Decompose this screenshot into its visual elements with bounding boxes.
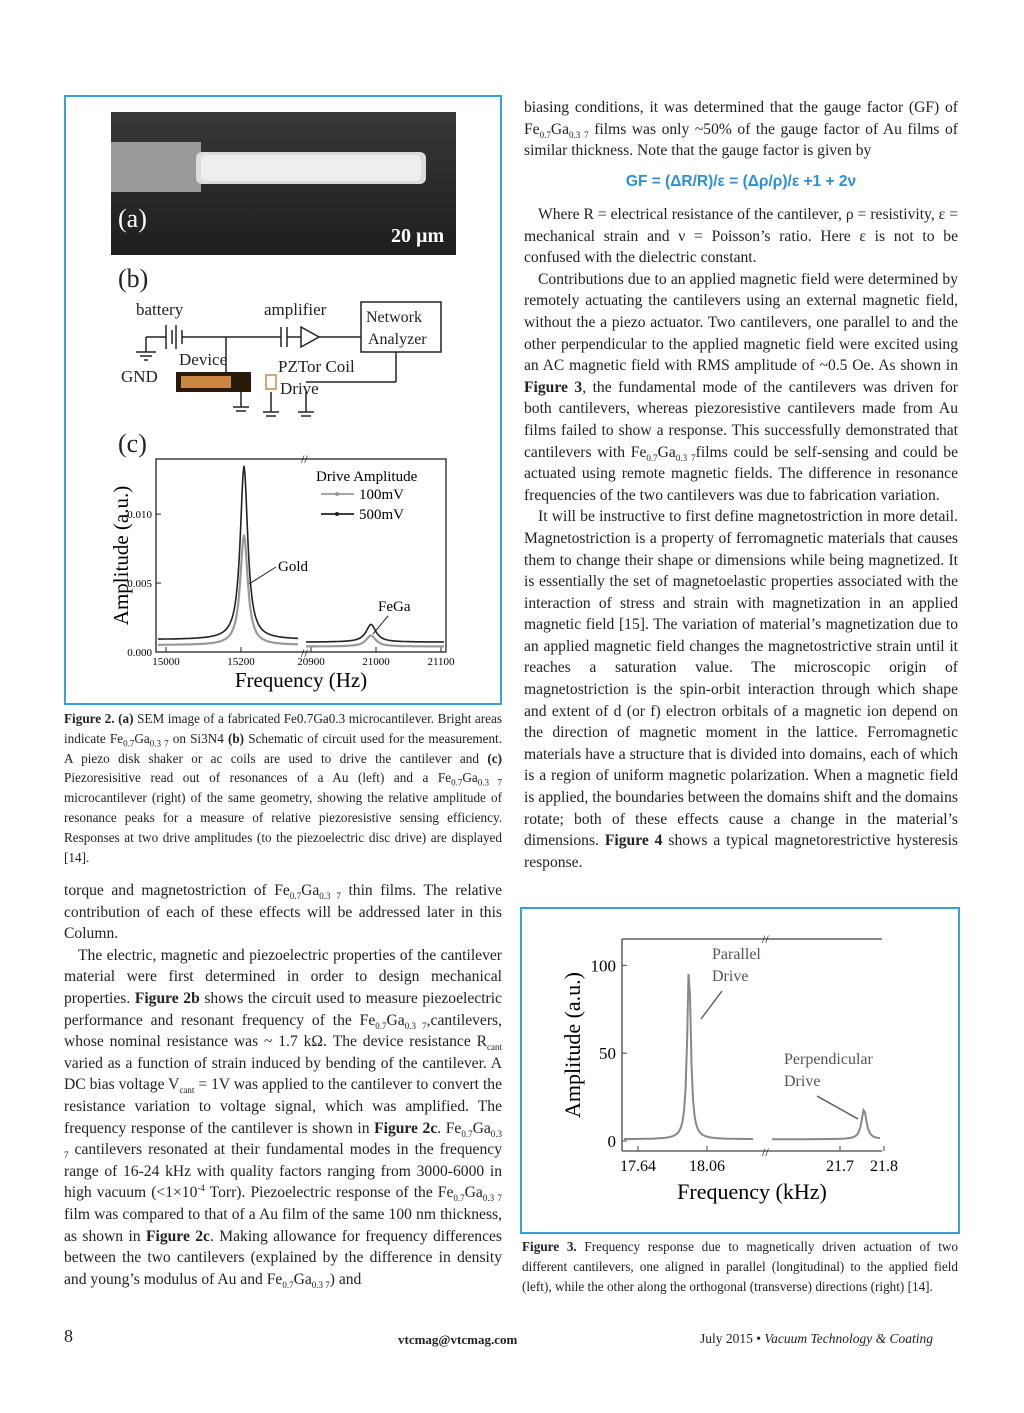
network-label: Network: [366, 309, 422, 326]
x-tick-label: 21100: [427, 656, 455, 668]
caption-b-label: (b): [227, 730, 245, 746]
caption-text: Piezoresisitive read out of resonances of a Au (left) and a Fe: [64, 770, 452, 786]
text: Ga: [472, 1119, 491, 1137]
axis-break-bottom: //: [301, 646, 308, 660]
axis-break-top: //: [762, 932, 769, 946]
caption-text: Ga: [462, 770, 478, 786]
legend-entry: 500mV: [359, 507, 404, 523]
text: Ga: [464, 1184, 483, 1202]
text: ,cantilevers, whose nominal resistance was ~ 1.7 kΩ. The device resistance R: [64, 1011, 502, 1051]
x-tick-label: 18.06: [689, 1158, 725, 1175]
text: It will be instructive to first define magnetostriction in more detail. Magnetostriction is a property of ferromagnetic materials that causes them to change their shape or dimensions while being magnetized. It is essentially the set of magnetoelastic properties associated with the interaction of stress and strain with magnetization in an applied magnetic field [15]. The variation of material’s magnetization due to an applied magnetic field changes the magnetostrictive strain until it reaches a saturation value. The microscopic origin of magnetostriction is the spin-orbit interaction through which shape and extent of d (or f) electron orbitals of a magnetic ion depend on the direction of magnetic moment in the lattice. Ferromagnetic materials have a structure that is divided into domains, each of which is a region of uniform magnetic polarization. When a magnetic field is applied, the boundaries between the domains shift and the domains rotate; both of these effects cause a change in the material’s dimensions.: [524, 508, 958, 850]
footer-date: July 2015: [700, 1331, 753, 1346]
text: . Making allowance for frequency differences between the two cantilevers (explained by the difference in density and young’s modulus of Au and Fe: [64, 1227, 502, 1288]
figure-ref: Figure 4: [604, 832, 663, 850]
subscript: 0.3 7: [319, 891, 341, 902]
figure-2-caption-label: Figure 2.: [64, 711, 115, 726]
series-line-500mV: [158, 466, 298, 639]
sem-pad: [111, 142, 201, 192]
superscript: -4: [197, 1183, 205, 1194]
x-axis-label: Frequency (kHz): [677, 1179, 827, 1204]
caption-text: Ga: [134, 730, 150, 746]
figure-2-graphic: [66, 97, 500, 703]
caption-text: microcantilever (right) of the same geometry, showing the relative amplitude of resonance peaks for a measure of relative piezoresistive sensing efficiency. Responses at two drive amplitudes (to the piezoelectric disc drive) are displayed [14].: [64, 790, 502, 865]
caption-c-label: (c): [487, 750, 502, 766]
scale-bar-label: 20 µm: [391, 225, 445, 247]
text: shows the circuit used to measure piezoelectric performance and resonant frequency of the Fe: [64, 989, 502, 1029]
text: Ga: [301, 882, 320, 899]
y-tick-label: 0.000: [127, 647, 152, 659]
caption-text: Schematic of circuit used for the measurement. A piezo disk shaker or ac coils are used to drive the cantilever and: [64, 730, 503, 766]
series-line-100mV: [306, 636, 444, 647]
subscript: 0.7: [375, 1020, 387, 1031]
x-axis-label: Frequency (Hz): [234, 668, 368, 692]
subscript: cant: [179, 1085, 195, 1096]
annotation-gold-arrow: [249, 567, 276, 584]
text: = 1V was applied to the cantilever to convert the resistance variation to voltage signal, which was amplified. The frequency response of the cantilever is shown in: [64, 1076, 502, 1137]
figure-2-caption: [64, 709, 502, 867]
text: film was compared to that of a Au film of the same 100 nm thickness, as shown in: [64, 1205, 502, 1245]
annotation-fega: FeGa: [378, 599, 411, 615]
amplifier-label: amplifier: [264, 300, 327, 319]
text: films could be self-sensing and could be actuated using remote magnetic fields. The difference in resonance frequencies of the two cantilevers was due to fabrication variation.: [524, 443, 958, 504]
text: torque and magnetostriction of Fe: [64, 882, 290, 899]
figure-3-graphic: [522, 909, 958, 1232]
text: films was only ~50% of the gauge factor of Au films of similar thickness. Note that the gauge factor is given by: [524, 120, 958, 160]
footer-bullet: •: [756, 1331, 761, 1346]
text: varied as a function of strain induced by bending of the cantilever. A DC bias voltage V: [64, 1054, 502, 1094]
legend-entry: 100mV: [359, 487, 404, 503]
caption-text: on Si3N4: [168, 730, 228, 746]
subscript: 0.7: [453, 1193, 465, 1204]
axis-break-top: //: [301, 452, 308, 466]
y-tick-label: 0.005: [127, 578, 152, 591]
footer-journal: [700, 1331, 933, 1347]
circuit-wires: [136, 325, 396, 416]
chart-3: [560, 932, 898, 1204]
text: Torr). Piezoelectric response of the Fe: [204, 1184, 454, 1202]
y-tick-label: 100: [590, 956, 616, 976]
subscript: 0.3 7: [64, 1128, 502, 1161]
footer-email[interactable]: vtcmag@vtcmag.com: [398, 1332, 518, 1347]
y-tick-label: 50: [599, 1044, 616, 1064]
text: Ga: [657, 443, 676, 461]
gauge-factor-equation: GF = (ΔR/R)/ε = (Δρ/ρ)/ε +1 + 2ν: [625, 173, 857, 190]
subscript: 0.7: [461, 1128, 473, 1139]
subscript: 0.7: [646, 452, 658, 463]
annotation-parallel-drive: Drive: [712, 968, 749, 985]
text: Ga: [386, 1011, 405, 1029]
gnd-label: GND: [121, 367, 158, 386]
subscript: 0.3 7: [482, 1193, 503, 1204]
chart-2c: [109, 452, 455, 692]
figure-2-box: [64, 95, 502, 705]
annotation-parallel-arrow: [701, 991, 722, 1019]
annotation-parallel: Parallel: [712, 946, 761, 963]
left-column-body: [64, 880, 502, 1290]
pzt-label: PZTor Coil: [278, 357, 355, 376]
axis-break-bottom: //: [762, 1145, 769, 1159]
x-tick-label: 15000: [152, 656, 180, 668]
legend-marker: [335, 492, 339, 496]
paragraph: Where R = electrical resistance of the cantilever, ρ = resistivity, ε = mechanical strain and ν = Poisson’s ratio. Here ε is not to be confused with the dielectric constant.: [524, 206, 958, 267]
subscript: 0.3 7: [675, 452, 696, 463]
battery-label: battery: [136, 300, 184, 319]
analyzer-label: Analyzer: [368, 331, 427, 348]
figure-ref: Figure 3: [524, 378, 583, 396]
annotation-perpendicular: Perpendicular: [784, 1051, 873, 1068]
subscript: 0.3 7: [311, 1279, 330, 1290]
text: thin films. The relative contribution of each of these effects will be addressed later in this Column.: [64, 882, 502, 943]
annotation-perpendicular-arrow: [817, 1096, 858, 1119]
figure-3-box: [520, 907, 960, 1234]
x-tick-label: 21.7: [826, 1158, 854, 1175]
text: shows a typical magnetorestrictive hysteresis response.: [524, 832, 958, 871]
text: Ga: [550, 120, 570, 138]
caption-a-label: (a): [118, 711, 134, 726]
figure-ref: Figure 2b: [134, 989, 200, 1007]
right-column-top: [524, 97, 958, 162]
legend-marker: [335, 512, 339, 516]
subscript: 0.3 7: [477, 778, 503, 789]
figure-3-caption: [522, 1237, 958, 1296]
paragraph: [524, 97, 958, 162]
legend-title: Drive Amplitude: [316, 469, 418, 485]
series-line-parallel: [624, 974, 753, 1139]
subscript: 0.7: [451, 778, 463, 789]
x-tick-label: 20900: [297, 656, 325, 668]
subscript: 0.3 7: [404, 1020, 427, 1031]
y-tick-label: 0: [607, 1132, 616, 1151]
text: ) and: [329, 1270, 362, 1288]
subscript: 0.3 7: [149, 738, 169, 749]
subscript: cant: [487, 1042, 502, 1053]
paragraph: [64, 945, 502, 1291]
text: biasing conditions, it was determined that the gauge factor (GF) of Fe: [524, 99, 958, 138]
device-label: Device: [179, 350, 228, 369]
y-tick-label: 0.010: [127, 509, 152, 522]
page-number: 8: [64, 1326, 73, 1346]
subscript: 0.7: [123, 738, 135, 749]
figure-ref: Figure 2c: [374, 1119, 438, 1137]
figure-2a-label: (a): [118, 204, 147, 233]
series-line-perpendicular: [772, 1110, 880, 1139]
subscript: 0.7: [282, 1279, 294, 1290]
x-tick-label: 21000: [362, 656, 390, 668]
right-column-body: [524, 204, 958, 873]
x-tick-label: 17.64: [620, 1158, 656, 1175]
text: , the fundamental mode of the cantilevers was driven for both cantilevers, whereas piezoresistive cantilevers made from Au films failed to show a response. This successfully demonstrated that cantilevers with Fe: [524, 378, 958, 461]
drive-label: Drive: [280, 379, 319, 398]
text: . Fe: [437, 1119, 462, 1137]
y-axis-label: Amplitude (a.u.): [109, 485, 133, 626]
subscript: 0.7: [289, 891, 302, 902]
paragraph: [524, 269, 958, 507]
x-tick-label: 21.8: [870, 1158, 898, 1175]
figure-3-caption-label: Figure 3.: [522, 1239, 577, 1254]
caption-text: SEM image of a fabricated Fe0.7Ga0.3 microcantilever. Bright areas indicate Fe: [64, 711, 502, 746]
footer-journal-name: Vacuum Technology & Coating: [764, 1331, 933, 1346]
text: Ga: [293, 1270, 312, 1288]
series-line-100mV: [158, 535, 298, 645]
caption-text: Frequency response due to magnetically driven actuation of two different cantilevers, one aligned in parallel (longitudinal) to the applied field (left), while the other along the orthogonal (transverse) directions (right) [14].: [522, 1239, 959, 1294]
subscript: 0.7: [539, 129, 551, 140]
figure-2c-label: (c): [118, 429, 147, 458]
paragraph: [524, 506, 958, 873]
y-axis-label: Amplitude (a.u.): [560, 971, 585, 1119]
x-tick-label: 15200: [227, 656, 255, 668]
annotation-fega-arrow: [373, 616, 388, 634]
text: cantilevers resonated at their fundamental modes in the frequency range of 16-24 kHz with quality factors ranging from 3000-6000 in high vacuum (<1×10: [64, 1141, 502, 1202]
annotation-gold: Gold: [278, 559, 308, 575]
paragraph: [64, 880, 502, 945]
text: The electric, magnetic and piezoelectric properties of the cantilever material were first determined in order to design mechanical properties.: [64, 946, 502, 1007]
text: Contributions due to an applied magnetic field were determined by remotely actuating the cantilevers using an external magnetic field, without the a piezo actuator. Two cantilevers, one parallel to and the other perpendicular to the applied magnetic field were excited using an AC magnetic field with RMS amplitude of ~0.5 Oe. As shown in: [524, 270, 958, 375]
subscript: 0.3 7: [569, 129, 589, 140]
annotation-perpendicular-drive: Drive: [784, 1073, 821, 1090]
figure-ref: Figure 2c: [145, 1227, 210, 1245]
figure-2b-label: (b): [118, 264, 149, 293]
